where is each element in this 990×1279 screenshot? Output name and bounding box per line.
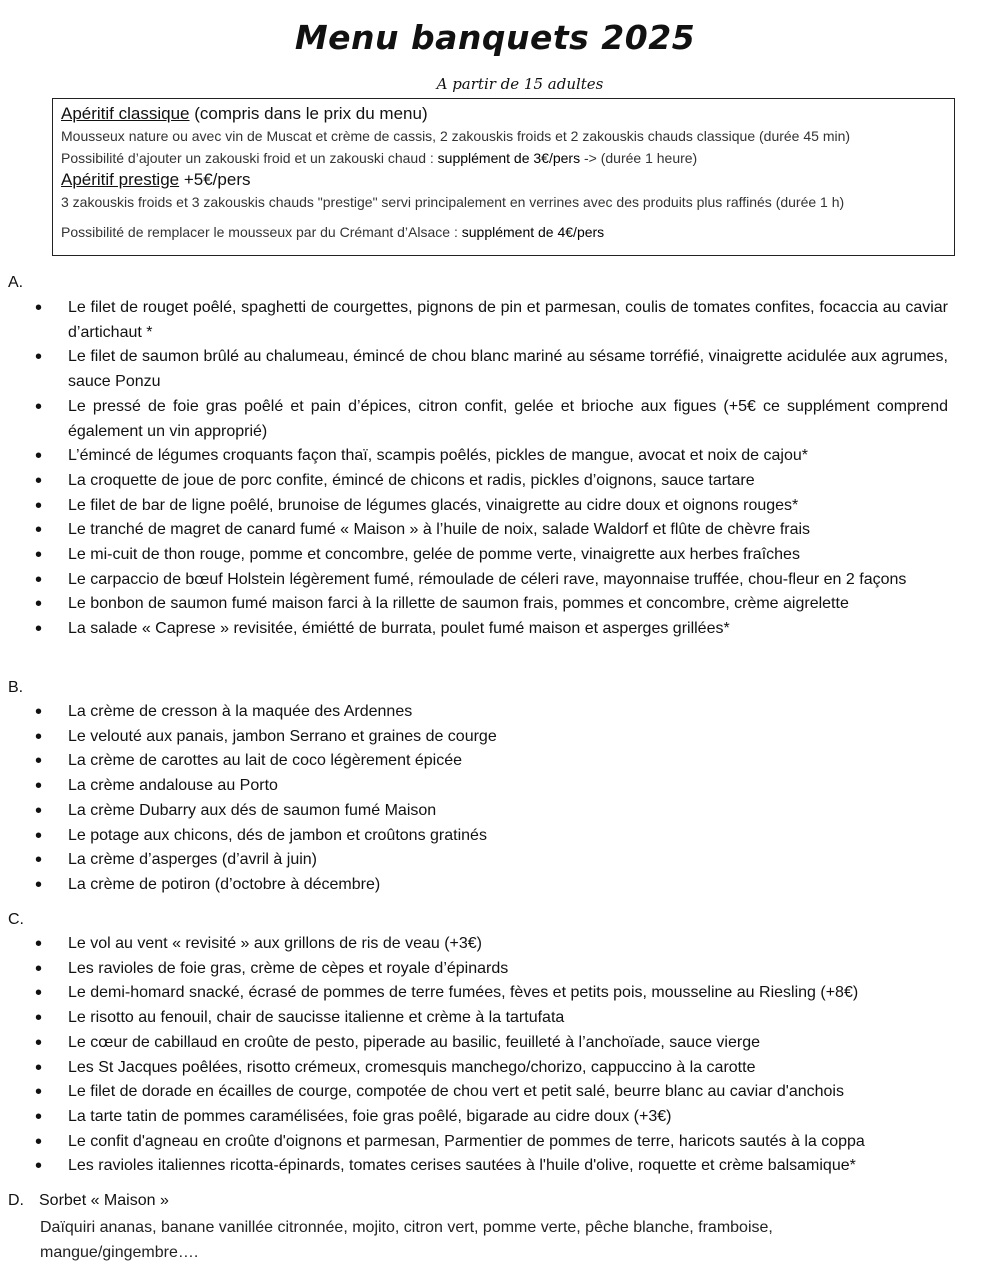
menu-item: • Le filet de dorade en écailles de courge, compotée de chou vert et petit salé, beurre blanc au caviar d'anchois [30, 1080, 948, 1105]
section-b-letter: B. [8, 679, 24, 696]
menu-item: • Le demi-homard snacké, écrasé de pommes de terre fumées, fèves et petits pois, mousseline au Riesling (+8€) [30, 981, 948, 1006]
menu-item: • Le tranché de magret de canard fumé « Maison » à l’huile de noix, salade Waldorf et flûte de chèvre frais [30, 518, 948, 543]
aperitif-prestige-heading [61, 169, 946, 191]
aperitif-classique-note: (compris dans le prix du menu) [189, 104, 428, 123]
menu-item: • Le vol au vent « revisité » aux grillons de ris de veau (+3€) [30, 932, 948, 957]
menu-item: • Les ravioles de foie gras, crème de cèpes et royale d’épinards [30, 957, 948, 982]
section-c-letter: C. [8, 911, 24, 928]
supplement-suffix: -> (durée 1 heure) [580, 150, 698, 166]
menu-item: • La croquette de joue de porc confite, émincé de chicons et radis, pickles d’oignons, sauce tartare [30, 469, 948, 494]
cremant-line [61, 221, 946, 243]
aperitif-prestige-title: Apéritif prestige [61, 170, 180, 189]
section-b-list [30, 700, 948, 898]
menu-item: • Le filet de saumon brûlé au chalumeau, émincé de chou blanc mariné au sésame torréfié, vinaigrette acidulée aux agrumes, sauce Ponzu [30, 345, 948, 394]
section-d-text: Daïquiri ananas, banane vanillée citronnée, mojito, citron vert, pomme verte, pêche blanche, framboise, mangue/gingembre…. [40, 1219, 773, 1261]
menu-item: • Le pressé de foie gras poêlé et pain d’épices, citron confit, gelée et brioche aux figues (+5€ ce supplément comprend également un vin approprié) [30, 395, 948, 444]
menu-item: • Le cœur de cabillaud en croûte de pesto, piperade au basilic, feuilleté à l’anchoïade, sauce vierge [30, 1031, 948, 1056]
menu-item: • La salade « Caprese » revisitée, émiétté de burrata, poulet fumé maison et asperges grillées* [30, 617, 948, 642]
supplement-prefix: Possibilité d’ajouter un zakouski froid et un zakouski chaud : [61, 150, 438, 166]
menu-item: • Le risotto au fenouil, chair de saucisse italienne et crème à la tartufata [30, 1006, 948, 1031]
supplement-price: supplément de 3€/pers [437, 150, 581, 166]
menu-item: • La crème de carottes au lait de coco légèrement épicée [30, 749, 948, 774]
menu-item: • Le velouté aux panais, jambon Serrano et graines de courge [30, 725, 948, 750]
menu-item: • La tarte tatin de pommes caramélisées, foie gras poêlé, bigarade au cidre doux (+3€) [30, 1105, 948, 1130]
menu-item: • La crème andalouse au Porto [30, 774, 948, 799]
menu-item: • La crème d’asperges (d’avril à juin) [30, 848, 948, 873]
aperitif-box [52, 98, 955, 256]
aperitif-prestige-note: +5€/pers [179, 170, 251, 189]
menu-item: • Les ravioles italiennes ricotta-épinards, tomates cerises sautées à l'huile d'olive, roquette et crème balsamique* [30, 1154, 948, 1179]
menu-item: • Le filet de rouget poêlé, spaghetti de courgettes, pignons de pin et parmesan, coulis de tomates confites, focaccia au caviar d’artichaut * [30, 296, 948, 345]
section-d-letter: D. [8, 1192, 24, 1209]
page-subtitle: A partir de 15 adultes [436, 75, 604, 93]
menu-item: • La crème de potiron (d’octobre à décembre) [30, 873, 948, 898]
section-d-title: Sorbet « Maison » [39, 1192, 169, 1209]
menu-item: • Le filet de bar de ligne poêlé, brunoise de légumes glacés, vinaigrette au cidre doux et oignons rouges* [30, 494, 948, 519]
aperitif-classique-line2 [61, 147, 946, 169]
page-title: Menu banquets 2025 [294, 18, 696, 57]
menu-item: • L’émincé de légumes croquants façon thaï, scampis poêlés, pickles de mangue, avocat et noix de cajou* [30, 444, 948, 469]
menu-item: • Le confit d'agneau en croûte d'oignons et parmesan, Parmentier de pommes de terre, haricots sautés à la coppa [30, 1130, 948, 1155]
menu-item: • Le mi-cuit de thon rouge, pomme et concombre, gelée de pomme verte, vinaigrette aux herbes fraîches [30, 543, 948, 568]
section-c-list [30, 932, 948, 1179]
menu-item: • Le bonbon de saumon fumé maison farci à la rillette de saumon frais, pommes et concombre, crème aigrelette [30, 592, 948, 617]
section-a-list [30, 296, 948, 642]
menu-item: • Le potage aux chicons, dés de jambon et croûtons gratinés [30, 824, 948, 849]
section-a-letter: A. [8, 274, 24, 291]
menu-item: • La crème de cresson à la maquée des Ardennes [30, 700, 948, 725]
menu-item: • La crème Dubarry aux dés de saumon fumé Maison [30, 799, 948, 824]
menu-item: • Le carpaccio de bœuf Holstein légèrement fumé, rémoulade de céleri rave, mayonnaise truffée, chou-fleur en 2 façons [30, 568, 948, 593]
cremant-price: supplément de 4€/pers [461, 224, 605, 240]
aperitif-classique-title: Apéritif classique [61, 104, 190, 123]
section-d-heading [8, 1192, 169, 1210]
cremant-prefix: Possibilité de remplacer le mousseux par du Crémant d’Alsace : [61, 224, 462, 240]
aperitif-classique-line1: Mousseux nature ou avec vin de Muscat et crème de cassis, 2 zakouskis froids et 2 zakouskis chauds classique (durée 45 min) [61, 128, 851, 144]
aperitif-prestige-line1: 3 zakouskis froids et 3 zakouskis chauds "prestige" servi principalement en verrines avec des produits plus raffinés (durée 1 h) [61, 194, 845, 210]
aperitif-classique-heading [61, 103, 946, 125]
menu-item: • Les St Jacques poêlées, risotto crémeux, cromesquis manchego/chorizo, cappuccino à la carotte [30, 1056, 948, 1081]
